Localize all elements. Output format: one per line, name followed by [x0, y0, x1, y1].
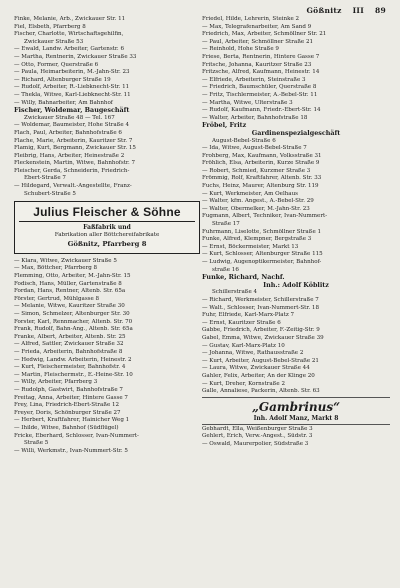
directory-entry: Inh.: Adolf Köblitz — [263, 280, 329, 289]
header-section: III — [352, 6, 365, 15]
directory-entry: Frey, Lina, Friedrich-Ebert-Straße 12 — [14, 402, 120, 409]
directory-entry: — Otto, Former, Querstraße 6 — [14, 61, 99, 68]
directory-entry: — Klara, Witwe, Zwickauer Straße 5 — [14, 257, 117, 264]
directory-entry: Fugmann, Albert, Techniker, Ivan-Nummert- — [202, 213, 328, 220]
directory-entry: — Hildegard, Verwalt.-Angestellte, Franz- — [14, 183, 132, 190]
directory-entry: — Kurt, Schlosser, Altenburger Straße 115 — [202, 251, 323, 258]
directory-entry: — Willi, Werkmstr., Ivan-Nummert-Str. 5 — [14, 447, 128, 454]
directory-entry: Fröbel, Fritz — [202, 121, 247, 130]
directory-entry: Fiel, Elsbeth, Pfarrberg 8 — [14, 23, 86, 30]
header-page-number: 89 — [374, 6, 386, 15]
directory-entry: — Herbert, Kraftfahrer, Hainicher Weg 1 — [14, 417, 130, 424]
directory-entry: — Ewald, Landw. Arbeiter, Gartenstr. 6 — [14, 46, 124, 53]
directory-entry: Gahler, Felix, Arbeiter, An der Klinge 20 — [202, 372, 315, 379]
directory-entry: — Walter, kfm. Angest., A.-Bebel-Str. 29 — [202, 198, 314, 205]
directory-entry: Funke, Richard, Nachf. — [202, 273, 285, 282]
directory-entry: Gehlert, Erich, Verw.-Angest., Südstr. 3 — [202, 433, 313, 440]
directory-entry: Franke, Albert, Arbeiter, Altenb. Str. 25 — [14, 333, 126, 340]
directory-entry: Fröhlich, Elsa, Arbeiterin, Kurze Straße 9 — [202, 160, 320, 167]
directory-entry: Fricke, Eberhard, Schlosser, Ivan-Nummert- — [14, 432, 139, 439]
page-header — [298, 6, 386, 15]
directory-entry: Schubert-Straße 5 — [24, 190, 76, 197]
directory-entry: — Ludwig, Augenoptikermeister, Bahnhof- — [202, 259, 322, 265]
directory-entry: — Max, Telegrafenarbeiter, Am Sand 9 — [202, 23, 312, 30]
directory-entry: — Ernst, Böckermeister, Markt 13 — [202, 243, 299, 250]
directory-entry: Fischer, Charlotte, Wirtschaftsgehilfin, — [14, 31, 124, 38]
directory-entry: Straße 5 — [24, 440, 49, 447]
ad-line-1: Faßfabrik und — [83, 224, 131, 232]
directory-entry: Zwickauer Straße 53 — [24, 38, 84, 45]
directory-entry: straße 16 — [212, 266, 239, 273]
directory-entry: — Richard, Altenburger Straße 19 — [14, 76, 111, 83]
directory-entry: — Simon, Schmelzer, Altenburger Str. 30 — [14, 311, 130, 317]
directory-entry: Gebhardt, Ella, Weißenburger Straße 3 — [202, 425, 313, 432]
ad-address: Gößnitz, Pfarrberg 8 — [67, 239, 147, 248]
directory-entry: — Gustav, Karl-Marx-Platz 10 — [202, 342, 285, 349]
directory-entry: — Ihilde, Witwe, Bahnhof (Südflügel) — [14, 424, 119, 431]
directory-entry: Friedel, Hilde, Lehrerin, Steinke 2 — [202, 16, 300, 22]
divider — [202, 424, 390, 425]
directory-entry: — Walt., Schlosser, Ivan-Nummert-Str. 18 — [202, 304, 319, 311]
directory-entry: — Laura, Witwe, Zwickauer Straße 44 — [202, 365, 310, 372]
directory-entry: Fleibrig, Hans, Arbeiter, Heinestraße 2 — [14, 152, 125, 159]
directory-entry: — Friedrich, Baumschüler, Querstraße 8 — [202, 84, 317, 91]
divider — [202, 397, 390, 398]
directory-entry: — Walter, Obermelker, M.-Jahn-Str. 23 — [202, 205, 310, 212]
directory-entry: Fleischer, Gerda, Schneiderin, Friedrich- — [14, 167, 130, 174]
directory-entry: Gabel, Emma, Witwe, Zwickauer Straße 39 — [202, 334, 324, 341]
directory-entry: — Rudolph, Gastwirt, Bahnhofstraße 7 — [14, 386, 123, 393]
directory-entry: — Frieda, Arbeiterin, Bahnhofstraße 8 — [14, 348, 123, 355]
directory-entry: Fuhrmann, Liselotte, Schmöllner Straße 1 — [202, 228, 322, 235]
directory-entry: Finke, Melanie, Arb., Zwickauer Str. 11 — [14, 16, 126, 22]
directory-entry: Fritzsche, Alfred, Kaufmann, Heinestr. 14 — [202, 69, 320, 76]
ad-company-name: Julius Fleischer & Söhne — [19, 205, 195, 222]
left-entries-continued — [14, 258, 202, 455]
directory-entry: — Martin, Fleischermstr., E.-Heine-Str. 10 — [14, 371, 133, 378]
directory-entry: Flache, Marie, Arbeiterin, Kauritzer Str. 7 — [14, 137, 133, 144]
directory-entry: — Rudolf, Kaufmann, Friedr.-Ebert-Str. 14 — [202, 107, 321, 114]
directory-entry: Friedrich, Max, Arbeiter, Schmöllner Str. 21 — [202, 31, 327, 38]
directory-entry: Frohberg, Max, Kaufmann, Volksstraße 31 — [202, 152, 322, 159]
directory-entry: Gardinenspezialgeschäft — [251, 128, 341, 137]
fleischer-advertisement — [14, 201, 200, 254]
directory-entry: Fleckenstein, Martin, Witwe, Bahnhofstr. 7 — [14, 160, 136, 167]
directory-entry: Ebert-Straße 7 — [24, 175, 66, 182]
directory-entry: Flach, Paul, Arbeiter, Bahnhofstraße 6 — [14, 129, 122, 136]
directory-entry: Fuchs, Heinz, Maurer, Altenburg Str. 119 — [202, 183, 319, 190]
directory-entry: — Willy, Arbeiter, Pfarrberg 3 — [14, 379, 98, 386]
directory-entry: Zwickauer Straße 48 — Tel. 167 — [24, 114, 115, 121]
directory-entry: Forster, Karl, Rennmacher, Altenb. Str. 70 — [14, 318, 133, 325]
directory-entry: — Alfred, Sattler, Zwickauer Straße 32 — [14, 341, 124, 348]
directory-entry: — Kurt, Werkmeister, Am Oelhaus — [202, 190, 299, 197]
directory-entry: Fischer, Woldemar, Baugeschäft — [14, 106, 130, 115]
gambrinus-owner: Inh. Adolf Manz, Markt 8 — [253, 414, 339, 422]
directory-entry: Frank, Rudolf, Bahn-Ang., Altenb. Str. 65a — [14, 326, 133, 333]
directory-entry: Flamig, Kurt, Bergmann, Zwickauer Str. 15 — [14, 145, 136, 152]
directory-entry: — Martha, Witwe, Ulterstraße 3 — [202, 99, 293, 106]
directory-entry: Freitag, Anna, Arbeiter, Hintere Gasse 7 — [14, 394, 128, 401]
directory-entry: — Oswald, Maurerpolier, Südstraße 3 — [202, 440, 309, 447]
directory-entry: Galle, Annaliese, Packerin, Altenb. Str. 63 — [202, 388, 320, 395]
directory-entry: Straße 17 — [212, 221, 240, 228]
directory-entry: — Hedwig, Landw. Arbeiterin, Heinestr. 2 — [14, 356, 132, 363]
directory-entry: — Reinhold, Hohe Straße 9 — [202, 46, 279, 53]
directory-entry: — Paula, Heimarbeiterin, M.-Jahn-Str. 23 — [14, 69, 130, 76]
directory-entry: — Thekla, Witwe, Karl-Liebknecht-Str. 11 — [14, 91, 131, 98]
directory-entry: Flemming, Otto, Arbeiter, M.-Jahn-Str. 15 — [14, 273, 131, 280]
directory-entry: Schillerstraße 4 — [212, 289, 258, 296]
right-entries — [202, 16, 390, 396]
left-entries — [14, 16, 202, 198]
directory-entry: Gabbe, Friedrich, Arbeiter, F.-Zeitig-Str. 9 — [202, 327, 320, 334]
directory-entry: — Fritz, Tischlermeister, A.-Bebel-Str. 11 — [202, 91, 318, 98]
directory-entry: — Woldemar, Baumeister, Hohe Straße 4 — [14, 122, 129, 129]
directory-entry: — Rudolf, Arbeiter, R.-Liebknecht-Str. 11 — [14, 84, 130, 91]
directory-entry: — Willy, Bahnarbeiter, Am Bahnhof — [14, 99, 113, 106]
directory-entry: Fritsche, Johanna, Kauritzer Straße 23 — [202, 61, 312, 68]
directory-entry: — Kurt, Dreher, Kornstraße 2 — [202, 380, 285, 387]
directory-entry: Freyer, Doris, Schönburger Straße 27 — [14, 409, 121, 416]
right-column — [202, 16, 390, 448]
directory-entry: Funke, Alfred, Klempner, Bergstraße 3 — [202, 236, 312, 243]
directory-entry: — Robert, Schmied, Kurzmer Straße 3 — [202, 167, 311, 174]
directory-entry: Fordan, Hans, Rentner, Altenb. Str. 65a — [14, 288, 126, 295]
directory-entry: Friese, Berta, Rentnerin, Hintere Gasse 7 — [202, 53, 320, 60]
left-column — [14, 16, 202, 455]
directory-entry: — Paul, Arbeiter, Schmöllner Straße 21 — [202, 38, 314, 45]
directory-entry: Förster, Gertrud, Mühlgasse 8 — [14, 295, 100, 302]
directory-entry: — Walter, Arbeiter, Bahnhofstraße 18 — [202, 114, 308, 121]
directory-entry: — Ernst, Kauritzer Straße 6 — [202, 319, 281, 326]
directory-entry: — Elfriede, Arbeiterin, Steinstraße 3 — [202, 76, 306, 83]
right-entries-continued — [202, 426, 390, 449]
directory-entry: — Ida, Witwe, August-Bebel-Straße 7 — [202, 145, 307, 152]
directory-entry: — Richard, Werkmeister, Schillerstraße 7 — [202, 296, 319, 303]
directory-entry: — Max, Böttcher, Pfarrberg 8 — [14, 265, 98, 272]
directory-entry: Fodisch, Hans, Müller, Gartenstraße 8 — [14, 280, 122, 287]
directory-entry: — Kurt, Fleischermeister, Bahnhofstr. 4 — [14, 364, 126, 371]
directory-entry: Fuhr, Elfriede, Karl-Marx-Platz 7 — [202, 312, 295, 319]
header-place: Gößnitz — [306, 6, 342, 15]
directory-entry: — Melanie, Witwe, Kauritzer Straße 30 — [14, 303, 125, 310]
gambrinus-heading: „Gambrinus“ — [251, 399, 340, 414]
directory-entry: — Kurt, Arbeiter, August-Bebel-Straße 21 — [202, 357, 319, 364]
ad-line-2: Fabrikation aller Böttchereifabrikate — [54, 232, 160, 239]
directory-entry: — Martha, Rentnerin, Zwickauer Straße 33 — [14, 53, 137, 60]
directory-entry: Frömmig, Rolf, Kraftfahrer, Altenb. Str. 33 — [202, 175, 322, 182]
directory-entry: — Johanna, Witwe, Rathausstraße 2 — [202, 350, 304, 357]
directory-entry: August-Bebel-Straße 6 — [212, 137, 276, 144]
